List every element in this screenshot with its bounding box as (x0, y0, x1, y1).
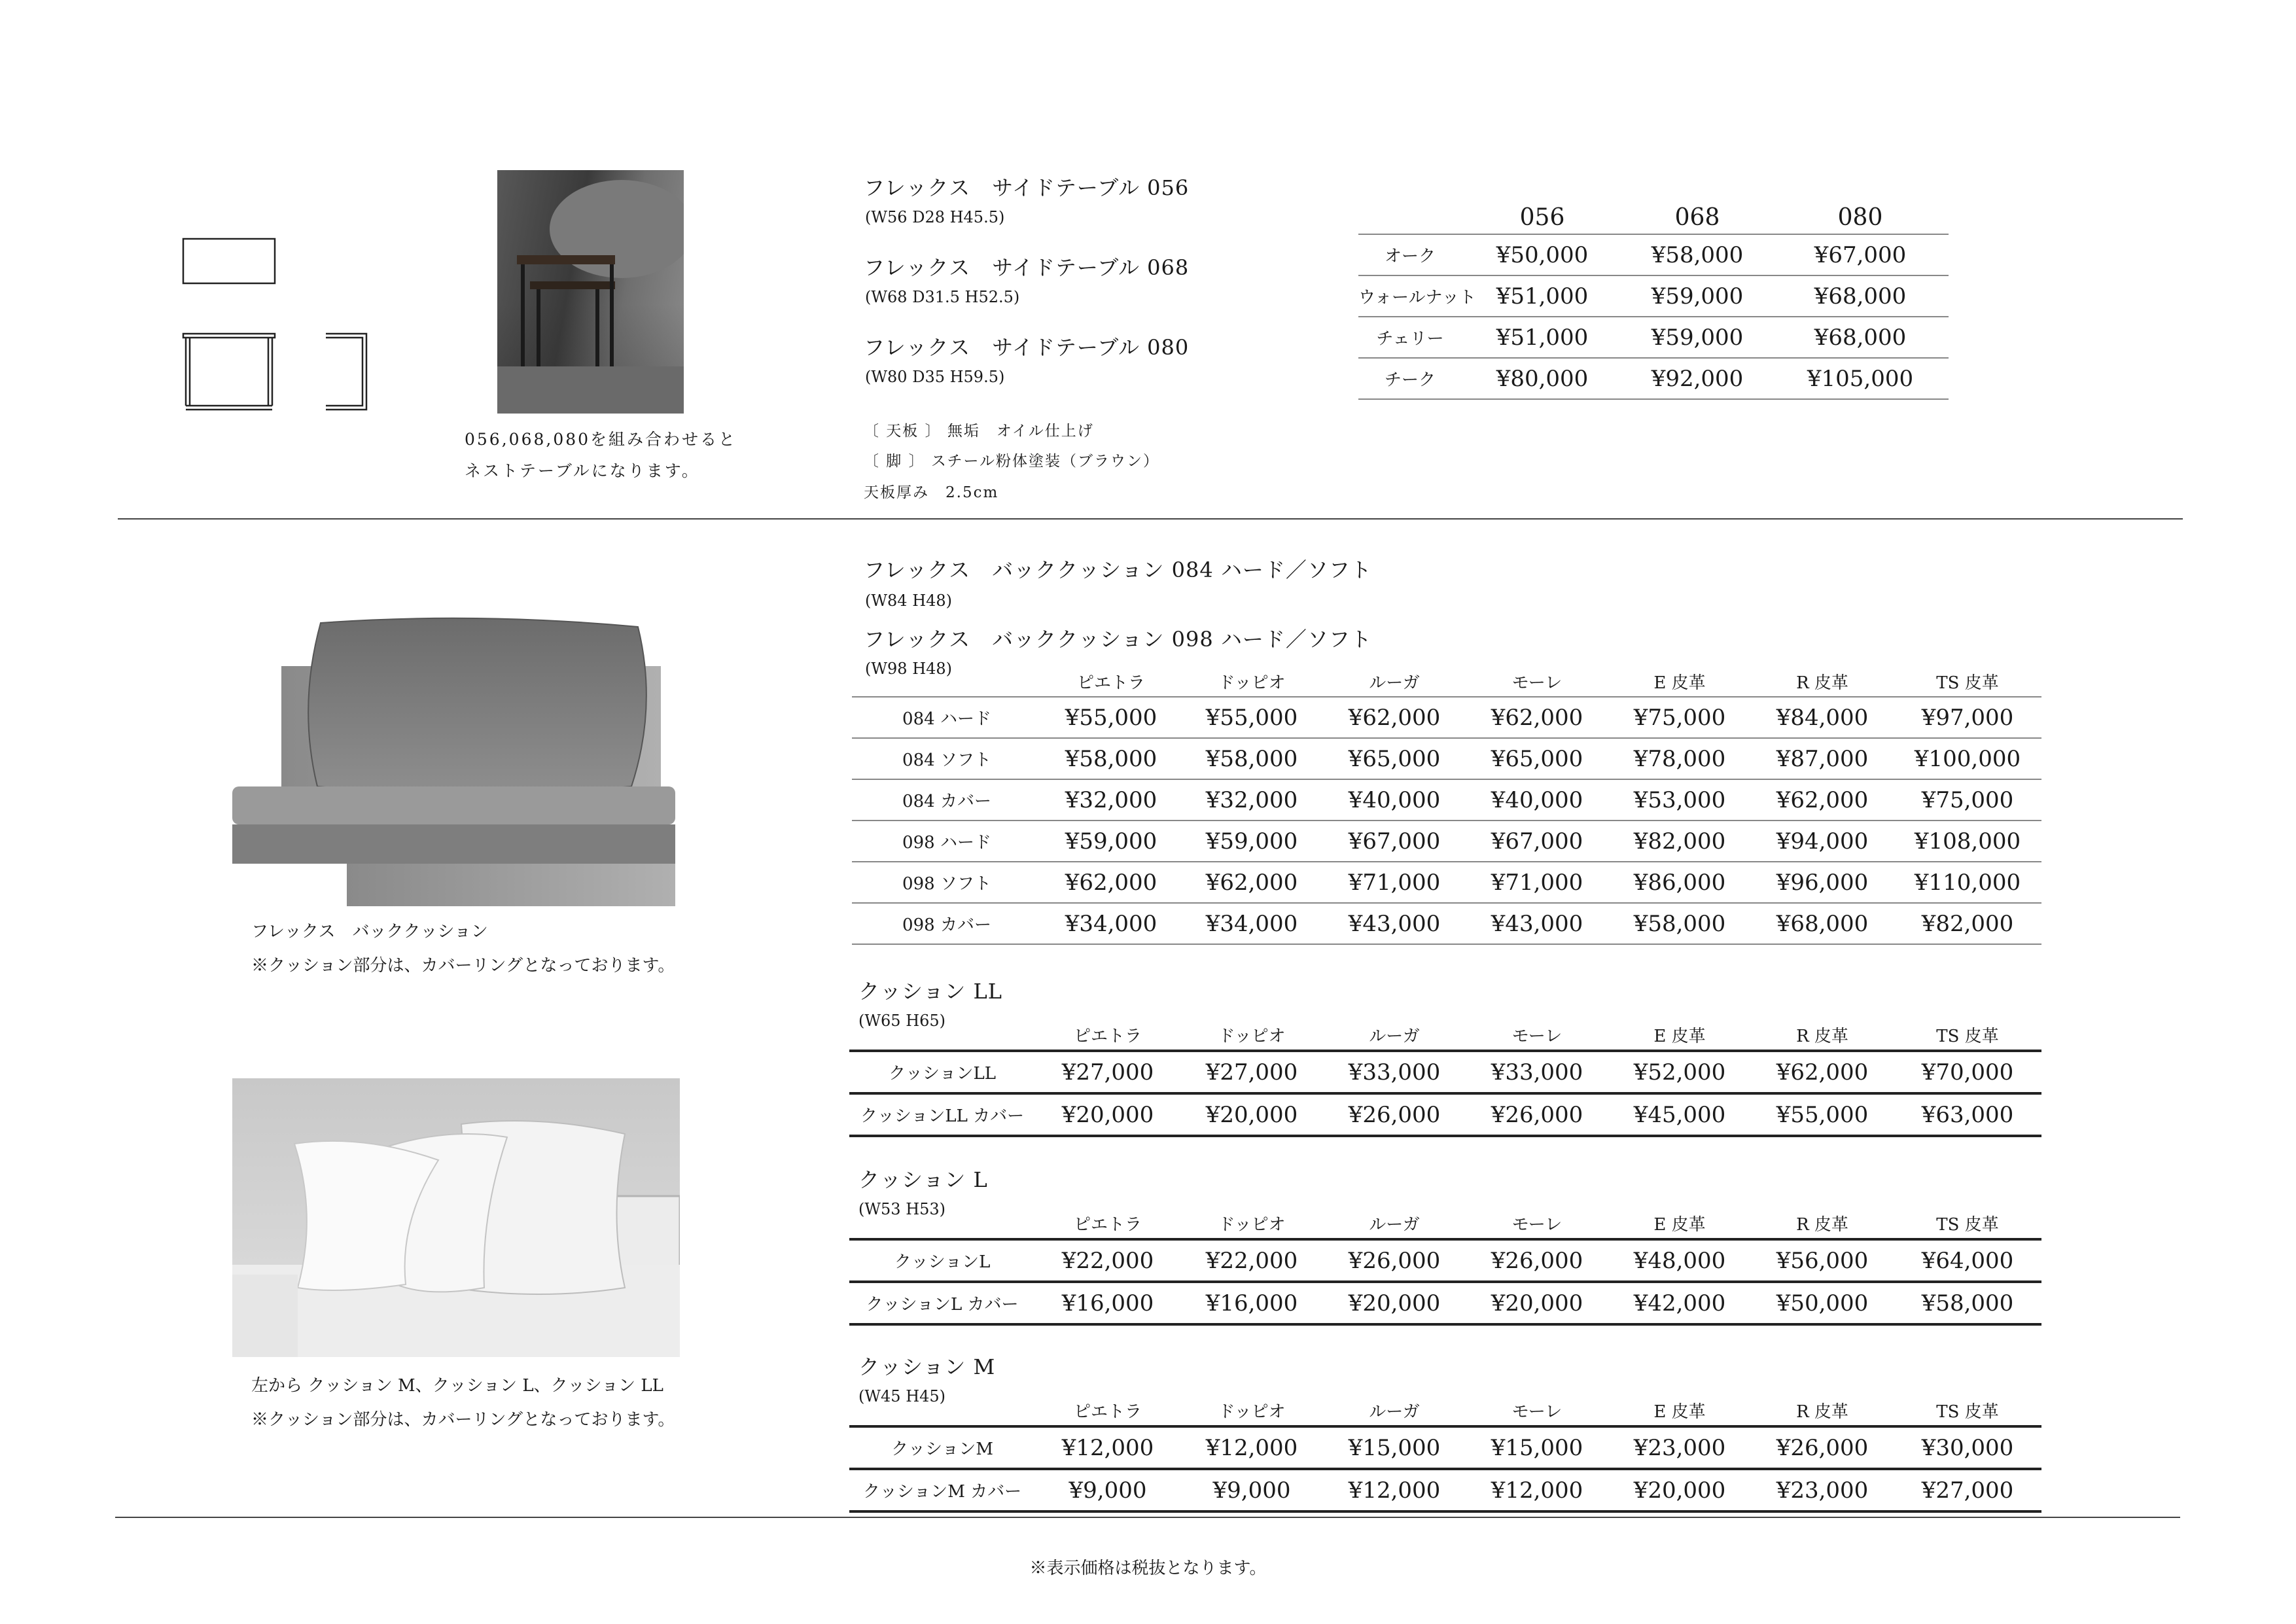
price-cell: ¥82,000 (1608, 821, 1751, 862)
row-label: クッションL (849, 1239, 1035, 1282)
product-title: クッション L (858, 1167, 988, 1192)
price-cell: ¥59,000 (1180, 821, 1323, 862)
price-cell: ¥58,000 (1608, 903, 1751, 944)
row-label: ウォールナット (1358, 275, 1462, 317)
price-cell: ¥65,000 (1323, 738, 1466, 779)
price-cell: ¥62,000 (1180, 862, 1323, 903)
row-label: 098 ハード (852, 821, 1042, 862)
row-label: クッションM カバー (849, 1469, 1035, 1511)
nest-table-photo (497, 170, 684, 414)
product-title: フレックス サイドテーブル 068 (864, 255, 1190, 280)
header-cell: ピエトラ (1035, 1209, 1180, 1239)
header-cell (849, 1396, 1035, 1426)
caption-line: ネストテーブルになります。 (465, 461, 700, 480)
price-cell: ¥26,000 (1323, 1093, 1466, 1136)
table-row (849, 1239, 2041, 1282)
price-cell: ¥100,000 (1894, 738, 2041, 779)
header-cell: E 皮革 (1608, 667, 1751, 697)
side-table-drawing (177, 229, 393, 412)
header-cell (1358, 204, 1462, 234)
side-table-price-table (1358, 204, 1949, 400)
header-cell: ドッピオ (1180, 1396, 1323, 1426)
row-label: 098 ソフト (852, 862, 1042, 903)
row-label: 084 ソフト (852, 738, 1042, 779)
back-cushion-photo (232, 615, 675, 906)
price-cell: ¥12,000 (1035, 1426, 1180, 1469)
header-cell: ドッピオ (1180, 1021, 1323, 1051)
cushions-photo (232, 1078, 680, 1357)
row-label: チーク (1358, 358, 1462, 399)
product-size: (W45 H45) (858, 1387, 946, 1405)
price-cell: ¥67,000 (1772, 234, 1949, 275)
product-size: (W68 D31.5 H52.5) (865, 288, 1020, 306)
table-row (1358, 234, 1949, 275)
header-cell: モーレ (1466, 667, 1608, 697)
header-cell: ピエトラ (1035, 1021, 1180, 1051)
row-label: オーク (1358, 234, 1462, 275)
price-cell: ¥26,000 (1466, 1093, 1608, 1136)
row-label: クッションM (849, 1426, 1035, 1469)
price-cell: ¥68,000 (1751, 903, 1894, 944)
row-label: 084 カバー (852, 779, 1042, 821)
table-header-row (849, 1396, 2041, 1426)
header-cell: E 皮革 (1608, 1209, 1751, 1239)
price-cell: ¥62,000 (1042, 862, 1180, 903)
price-cell: ¥92,000 (1623, 358, 1772, 399)
price-cell: ¥84,000 (1751, 697, 1894, 738)
price-cell: ¥82,000 (1894, 903, 2041, 944)
cushion-ll-price-table (849, 1021, 2041, 1137)
table-row (1358, 358, 1949, 399)
price-cell: ¥22,000 (1180, 1239, 1323, 1282)
price-cell: ¥26,000 (1751, 1426, 1894, 1469)
caption-line: 左から クッション M、クッション L、クッション LL (251, 1376, 663, 1396)
price-cell: ¥51,000 (1462, 317, 1623, 358)
header-cell: 080 (1772, 204, 1949, 234)
price-cell: ¥15,000 (1466, 1426, 1608, 1469)
price-cell: ¥105,000 (1772, 358, 1949, 399)
header-cell: モーレ (1466, 1021, 1608, 1051)
row-label: 098 カバー (852, 903, 1042, 944)
price-cell: ¥62,000 (1323, 697, 1466, 738)
table-top-view (183, 239, 275, 283)
table-row (849, 1282, 2041, 1324)
price-cell: ¥12,000 (1180, 1426, 1323, 1469)
price-cell: ¥16,000 (1035, 1282, 1180, 1324)
product-size: (W84 H48) (865, 591, 953, 610)
header-cell: TS 皮革 (1894, 1021, 2041, 1051)
header-cell: R 皮革 (1751, 667, 1894, 697)
price-cell: ¥50,000 (1751, 1282, 1894, 1324)
price-cell: ¥34,000 (1042, 903, 1180, 944)
price-cell: ¥43,000 (1466, 903, 1608, 944)
header-cell: R 皮革 (1751, 1209, 1894, 1239)
price-cell: ¥55,000 (1042, 697, 1180, 738)
price-cell: ¥30,000 (1894, 1426, 2041, 1469)
price-cell: ¥32,000 (1180, 779, 1323, 821)
row-label: クッションLL カバー (849, 1093, 1035, 1136)
table-row (849, 1051, 2041, 1093)
price-cell: ¥16,000 (1180, 1282, 1323, 1324)
back-cushion-caption (251, 915, 675, 983)
header-cell: R 皮革 (1751, 1021, 1894, 1051)
price-cell: ¥33,000 (1323, 1051, 1466, 1093)
table-header-row (1358, 204, 1949, 234)
caption-line: ※クッション部分は、カバーリングとなっております。 (251, 956, 675, 976)
header-cell: 068 (1623, 204, 1772, 234)
price-cell: ¥71,000 (1466, 862, 1608, 903)
spec-line: 天板厚み 2.5cm (864, 484, 999, 501)
table-row (852, 779, 2041, 821)
back-cushion-price-table (852, 667, 2041, 945)
price-cell: ¥33,000 (1466, 1051, 1608, 1093)
spec-line: 〔 脚 〕 スチール粉体塗装（ブラウン） (864, 453, 1160, 470)
product-size: (W98 H48) (865, 660, 953, 678)
price-cell: ¥97,000 (1894, 697, 2041, 738)
price-cell: ¥23,000 (1751, 1469, 1894, 1511)
price-cell: ¥20,000 (1180, 1093, 1323, 1136)
price-cell: ¥96,000 (1751, 862, 1894, 903)
price-cell: ¥20,000 (1323, 1282, 1466, 1324)
row-label: クッションL カバー (849, 1282, 1035, 1324)
header-cell (849, 1021, 1035, 1051)
header-cell: ピエトラ (1042, 667, 1180, 697)
caption-line: フレックス バッククッション (251, 922, 488, 942)
price-cell: ¥75,000 (1608, 697, 1751, 738)
price-cell: ¥32,000 (1042, 779, 1180, 821)
price-cell: ¥64,000 (1894, 1239, 2041, 1282)
price-cell: ¥58,000 (1042, 738, 1180, 779)
price-cell: ¥12,000 (1466, 1469, 1608, 1511)
price-cell: ¥26,000 (1323, 1239, 1466, 1282)
price-cell: ¥22,000 (1035, 1239, 1180, 1282)
price-cell: ¥59,000 (1042, 821, 1180, 862)
price-cell: ¥71,000 (1323, 862, 1466, 903)
header-cell: TS 皮革 (1894, 1209, 2041, 1239)
caption-line: 056,068,080を組み合わせると (465, 430, 737, 449)
product-size: (W53 H53) (858, 1200, 946, 1218)
section-divider (118, 518, 2183, 520)
price-cell: ¥40,000 (1323, 779, 1466, 821)
price-cell: ¥58,000 (1180, 738, 1323, 779)
table-row (1358, 275, 1949, 317)
header-cell: ドッピオ (1180, 1209, 1323, 1239)
header-cell (852, 667, 1042, 697)
price-cell: ¥78,000 (1608, 738, 1751, 779)
price-cell: ¥62,000 (1466, 697, 1608, 738)
header-cell: ドッピオ (1180, 667, 1323, 697)
price-cell: ¥70,000 (1894, 1051, 2041, 1093)
price-cell: ¥20,000 (1466, 1282, 1608, 1324)
row-label: クッションLL (849, 1051, 1035, 1093)
price-cell: ¥9,000 (1180, 1469, 1323, 1511)
price-cell: ¥12,000 (1323, 1469, 1466, 1511)
price-cell: ¥40,000 (1466, 779, 1608, 821)
header-cell: ルーガ (1323, 667, 1466, 697)
price-cell: ¥68,000 (1772, 275, 1949, 317)
header-cell: 056 (1462, 204, 1623, 234)
price-cell: ¥110,000 (1894, 862, 2041, 903)
price-cell: ¥58,000 (1894, 1282, 2041, 1324)
product-size: (W56 D28 H45.5) (865, 208, 1005, 226)
table-header-row (852, 667, 2041, 697)
header-cell: TS 皮革 (1894, 1396, 2041, 1426)
caption-line: ※クッション部分は、カバーリングとなっております。 (251, 1410, 675, 1430)
table-row (852, 821, 2041, 862)
table-row (852, 862, 2041, 903)
table-row (849, 1469, 2041, 1511)
table-row (852, 903, 2041, 944)
price-cell: ¥45,000 (1608, 1093, 1751, 1136)
price-cell: ¥56,000 (1751, 1239, 1894, 1282)
product-size: (W80 D35 H59.5) (865, 368, 1005, 386)
header-cell: モーレ (1466, 1396, 1608, 1426)
price-cell: ¥59,000 (1623, 317, 1772, 358)
price-cell: ¥67,000 (1466, 821, 1608, 862)
price-cell: ¥80,000 (1462, 358, 1623, 399)
price-cell: ¥86,000 (1608, 862, 1751, 903)
price-cell: ¥27,000 (1894, 1469, 2041, 1511)
cushion-l-price-table (849, 1209, 2041, 1326)
price-cell: ¥27,000 (1180, 1051, 1323, 1093)
price-cell: ¥58,000 (1623, 234, 1772, 275)
header-cell: TS 皮革 (1894, 667, 2041, 697)
product-title: クッション LL (858, 979, 1003, 1004)
table-side-view (326, 334, 366, 410)
row-label: 084 ハード (852, 697, 1042, 738)
price-cell: ¥94,000 (1751, 821, 1894, 862)
price-cell: ¥43,000 (1323, 903, 1466, 944)
header-cell: E 皮革 (1608, 1396, 1751, 1426)
product-size: (W65 H65) (858, 1012, 946, 1030)
table-header-row (849, 1209, 2041, 1239)
table-row (849, 1093, 2041, 1136)
price-cell: ¥62,000 (1751, 779, 1894, 821)
price-cell: ¥67,000 (1323, 821, 1466, 862)
price-cell: ¥62,000 (1751, 1051, 1894, 1093)
header-cell: R 皮革 (1751, 1396, 1894, 1426)
product-title: フレックス サイドテーブル 056 (864, 175, 1190, 200)
table-row (849, 1426, 2041, 1469)
table-front-view (183, 334, 275, 410)
price-cell: ¥20,000 (1608, 1469, 1751, 1511)
header-cell: ピエトラ (1035, 1396, 1180, 1426)
table-row (852, 697, 2041, 738)
price-cell: ¥59,000 (1623, 275, 1772, 317)
price-cell: ¥9,000 (1035, 1469, 1180, 1511)
price-cell: ¥34,000 (1180, 903, 1323, 944)
header-cell: モーレ (1466, 1209, 1608, 1239)
section-divider (115, 1517, 2180, 1518)
nest-table-caption (465, 424, 737, 487)
tax-note: ※表示価格は税抜となります。 (1029, 1559, 1267, 1578)
price-cell: ¥20,000 (1035, 1093, 1180, 1136)
table-row (1358, 317, 1949, 358)
price-cell: ¥65,000 (1466, 738, 1608, 779)
table-header-row (849, 1021, 2041, 1051)
price-cell: ¥27,000 (1035, 1051, 1180, 1093)
price-cell: ¥75,000 (1894, 779, 2041, 821)
row-label: チェリー (1358, 317, 1462, 358)
cushion-m-price-table (849, 1396, 2041, 1513)
price-cell: ¥48,000 (1608, 1239, 1751, 1282)
price-cell: ¥42,000 (1608, 1282, 1751, 1324)
cushions-caption (251, 1369, 675, 1437)
header-cell: E 皮革 (1608, 1021, 1751, 1051)
header-cell: ルーガ (1323, 1209, 1466, 1239)
price-cell: ¥53,000 (1608, 779, 1751, 821)
price-cell: ¥51,000 (1462, 275, 1623, 317)
header-cell: ルーガ (1323, 1396, 1466, 1426)
table-row (852, 738, 2041, 779)
header-cell: ルーガ (1323, 1021, 1466, 1051)
price-cell: ¥52,000 (1608, 1051, 1751, 1093)
price-cell: ¥55,000 (1180, 697, 1323, 738)
price-cell: ¥15,000 (1323, 1426, 1466, 1469)
product-title: フレックス サイドテーブル 080 (864, 335, 1190, 360)
price-cell: ¥23,000 (1608, 1426, 1751, 1469)
product-title: フレックス バッククッション 098 ハード／ソフト (864, 627, 1372, 652)
price-cell: ¥87,000 (1751, 738, 1894, 779)
price-cell: ¥55,000 (1751, 1093, 1894, 1136)
header-cell (849, 1209, 1035, 1239)
spec-line: 〔 天板 〕 無垢 オイル仕上げ (864, 423, 1094, 440)
price-cell: ¥26,000 (1466, 1239, 1608, 1282)
price-cell: ¥50,000 (1462, 234, 1623, 275)
product-title: クッション M (858, 1354, 996, 1379)
price-cell: ¥68,000 (1772, 317, 1949, 358)
price-cell: ¥63,000 (1894, 1093, 2041, 1136)
product-title: フレックス バッククッション 084 ハード／ソフト (864, 557, 1372, 582)
price-cell: ¥108,000 (1894, 821, 2041, 862)
